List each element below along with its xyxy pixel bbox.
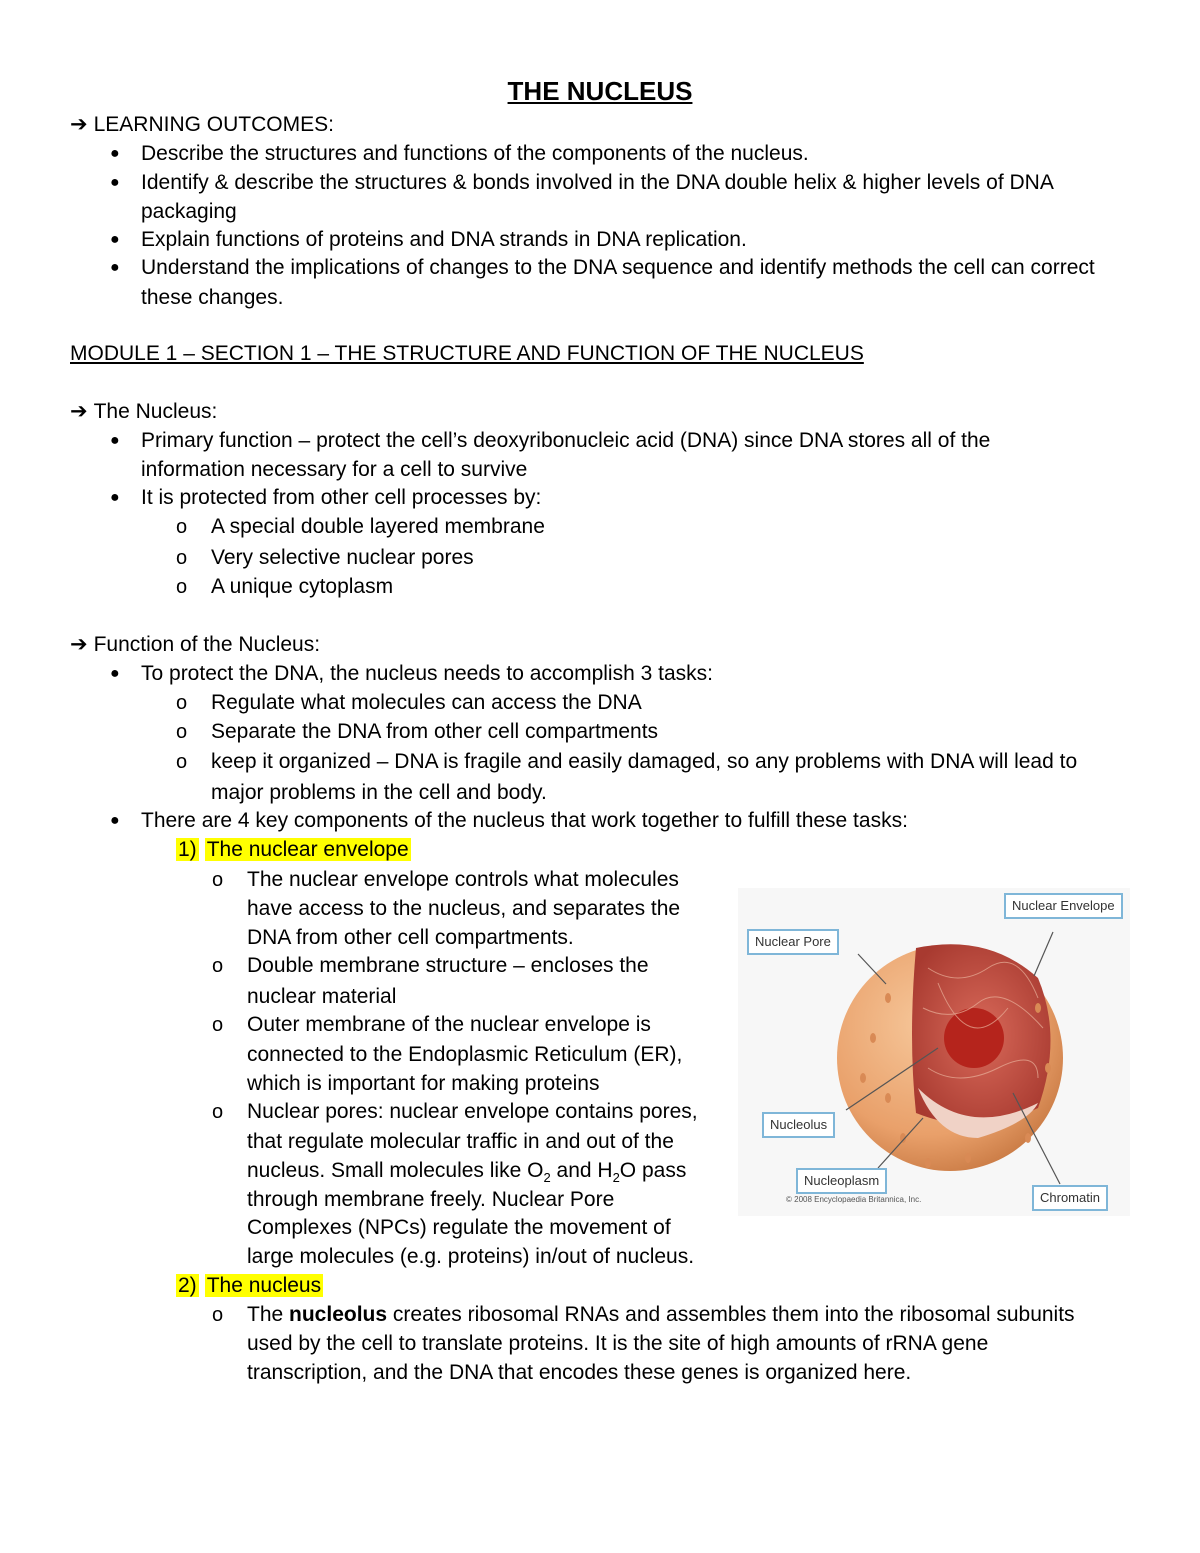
- envelope-line: Complexes (NPCs) regulate the movement of: [247, 1216, 671, 1239]
- sub-bullet-icon: o: [176, 751, 188, 773]
- bullet-icon: ●: [110, 174, 120, 191]
- nucleolus-line-2: used by the cell to translate proteins. It is the site of high amounts of rRNA gene: [247, 1332, 989, 1355]
- protection-item-2: Very selective nuclear pores: [211, 546, 474, 569]
- sub-bullet-icon: o: [176, 692, 188, 714]
- nucleus-bullet-1: Primary function – protect the cell’s deoxyribonucleic acid (DNA) since DNA stores all of the: [141, 429, 991, 452]
- sub-bullet-icon: o: [176, 721, 188, 743]
- label-chromatin: Chromatin: [1032, 1185, 1108, 1211]
- outcome-4-cont: these changes.: [141, 286, 284, 309]
- envelope-line: Outer membrane of the nuclear envelope is: [247, 1013, 651, 1036]
- sub-bullet-icon: o: [176, 576, 188, 598]
- envelope-line: which is important for making proteins: [247, 1072, 600, 1095]
- component-1-heading: [176, 838, 411, 862]
- nucleus-bullet-1-cont: information necessary for a cell to survive: [141, 458, 528, 481]
- nucleolus-line-1: The nucleolus creates ribosomal RNAs and assembles them into the ribosomal subunits: [247, 1303, 1075, 1326]
- task-3-cont: major problems in the cell and body.: [211, 781, 547, 804]
- envelope-line: that regulate molecular traffic in and out of the: [247, 1130, 674, 1153]
- page-title: THE NUCLEUS: [507, 76, 693, 106]
- task-1: Regulate what molecules can access the DNA: [211, 691, 642, 714]
- sub-bullet-icon: o: [212, 869, 224, 891]
- label-nucleolus: Nucleolus: [762, 1112, 835, 1138]
- sub-bullet-icon: o: [176, 516, 188, 538]
- bullet-icon: ●: [110, 489, 120, 506]
- sub-bullet-icon: o: [212, 1304, 224, 1326]
- sub-bullet-icon: o: [212, 955, 224, 977]
- task-2: Separate the DNA from other cell compartments: [211, 720, 659, 743]
- outcome-4: Understand the implications of changes to the DNA sequence and identify methods the cell can correct: [141, 256, 1095, 279]
- nucleus-diagram: [738, 888, 1130, 1216]
- right-arrow-icon: ➔: [70, 633, 88, 656]
- right-arrow-icon: ➔: [70, 113, 88, 136]
- component-2-number: 2): [178, 1274, 197, 1297]
- envelope-line: Double membrane structure – encloses the: [247, 954, 649, 977]
- sub-bullet-icon: o: [212, 1101, 224, 1123]
- bullet-icon: ●: [110, 432, 120, 449]
- pore-molecules-line: nucleus. Small molecules like $O_2$ and $H_2O$ pass: [247, 1159, 687, 1186]
- component-2-heading: [176, 1274, 323, 1298]
- module-heading: MODULE 1 – SECTION 1 – THE STRUCTURE AND FUNCTION OF THE NUCLEUS: [70, 342, 864, 365]
- task-3: keep it organized – DNA is fragile and easily damaged, so any problems with DNA will lead to: [211, 750, 1078, 773]
- envelope-line: The nuclear envelope controls what molecules: [247, 868, 679, 891]
- function-bullet-2: There are 4 key components of the nucleus that work together to fulfill these tasks:: [141, 809, 908, 832]
- function-bullet-1: To protect the DNA, the nucleus needs to accomplish 3 tasks:: [141, 662, 713, 685]
- right-arrow-icon: ➔: [70, 400, 88, 423]
- outcome-2-cont: packaging: [141, 200, 237, 223]
- protection-item-1: A special double layered membrane: [211, 515, 545, 538]
- bullet-icon: ●: [110, 231, 120, 248]
- figure-copyright: © 2008 Encyclopaedia Britannica, Inc.: [786, 1195, 922, 1204]
- component-1-label: The nuclear envelope: [206, 838, 409, 861]
- protection-item-3: A unique cytoplasm: [211, 575, 394, 598]
- nucleus-bullet-2: It is protected from other cell processes by:: [141, 486, 542, 509]
- nucleus-heading: ➔ The Nucleus:: [70, 400, 218, 423]
- component-1-number: 1): [178, 838, 197, 861]
- nucleolus-line-3: transcription, and the DNA that encodes these genes is organized here.: [247, 1361, 912, 1384]
- sub-bullet-icon: o: [212, 1014, 224, 1036]
- nucleolus-shape: [944, 1008, 1004, 1068]
- function-heading: ➔ Function of the Nucleus:: [70, 633, 321, 656]
- envelope-line: DNA from other cell compartments.: [247, 926, 574, 949]
- envelope-line: large molecules (e.g. proteins) in/out of nucleus.: [247, 1245, 695, 1268]
- bullet-icon: ●: [110, 145, 120, 162]
- learning-outcomes-heading: ➔ LEARNING OUTCOMES:: [70, 113, 334, 136]
- outcome-3: Explain functions of proteins and DNA strands in DNA replication.: [141, 228, 747, 251]
- envelope-line: through membrane freely. Nuclear Pore: [247, 1188, 615, 1211]
- sub-bullet-icon: o: [176, 547, 188, 569]
- label-nucleoplasm: Nucleoplasm: [796, 1168, 887, 1194]
- bullet-icon: ●: [110, 812, 120, 829]
- envelope-line: connected to the Endoplasmic Reticulum (ER),: [247, 1043, 683, 1066]
- outcome-2: Identify & describe the structures & bonds involved in the DNA double helix & higher levels of DNA: [141, 171, 1054, 194]
- outcome-1: Describe the structures and functions of the components of the nucleus.: [141, 142, 809, 165]
- label-nuclear-envelope: Nuclear Envelope: [1004, 893, 1123, 919]
- label-nuclear-pore: Nuclear Pore: [747, 929, 839, 955]
- component-2-label: The nucleus: [206, 1274, 322, 1297]
- bullet-icon: ●: [110, 259, 120, 276]
- envelope-line: nuclear material: [247, 985, 397, 1008]
- bullet-icon: ●: [110, 665, 120, 682]
- envelope-line: Nuclear pores: nuclear envelope contains pores,: [247, 1100, 698, 1123]
- envelope-line: have access to the nucleus, and separates the: [247, 897, 681, 920]
